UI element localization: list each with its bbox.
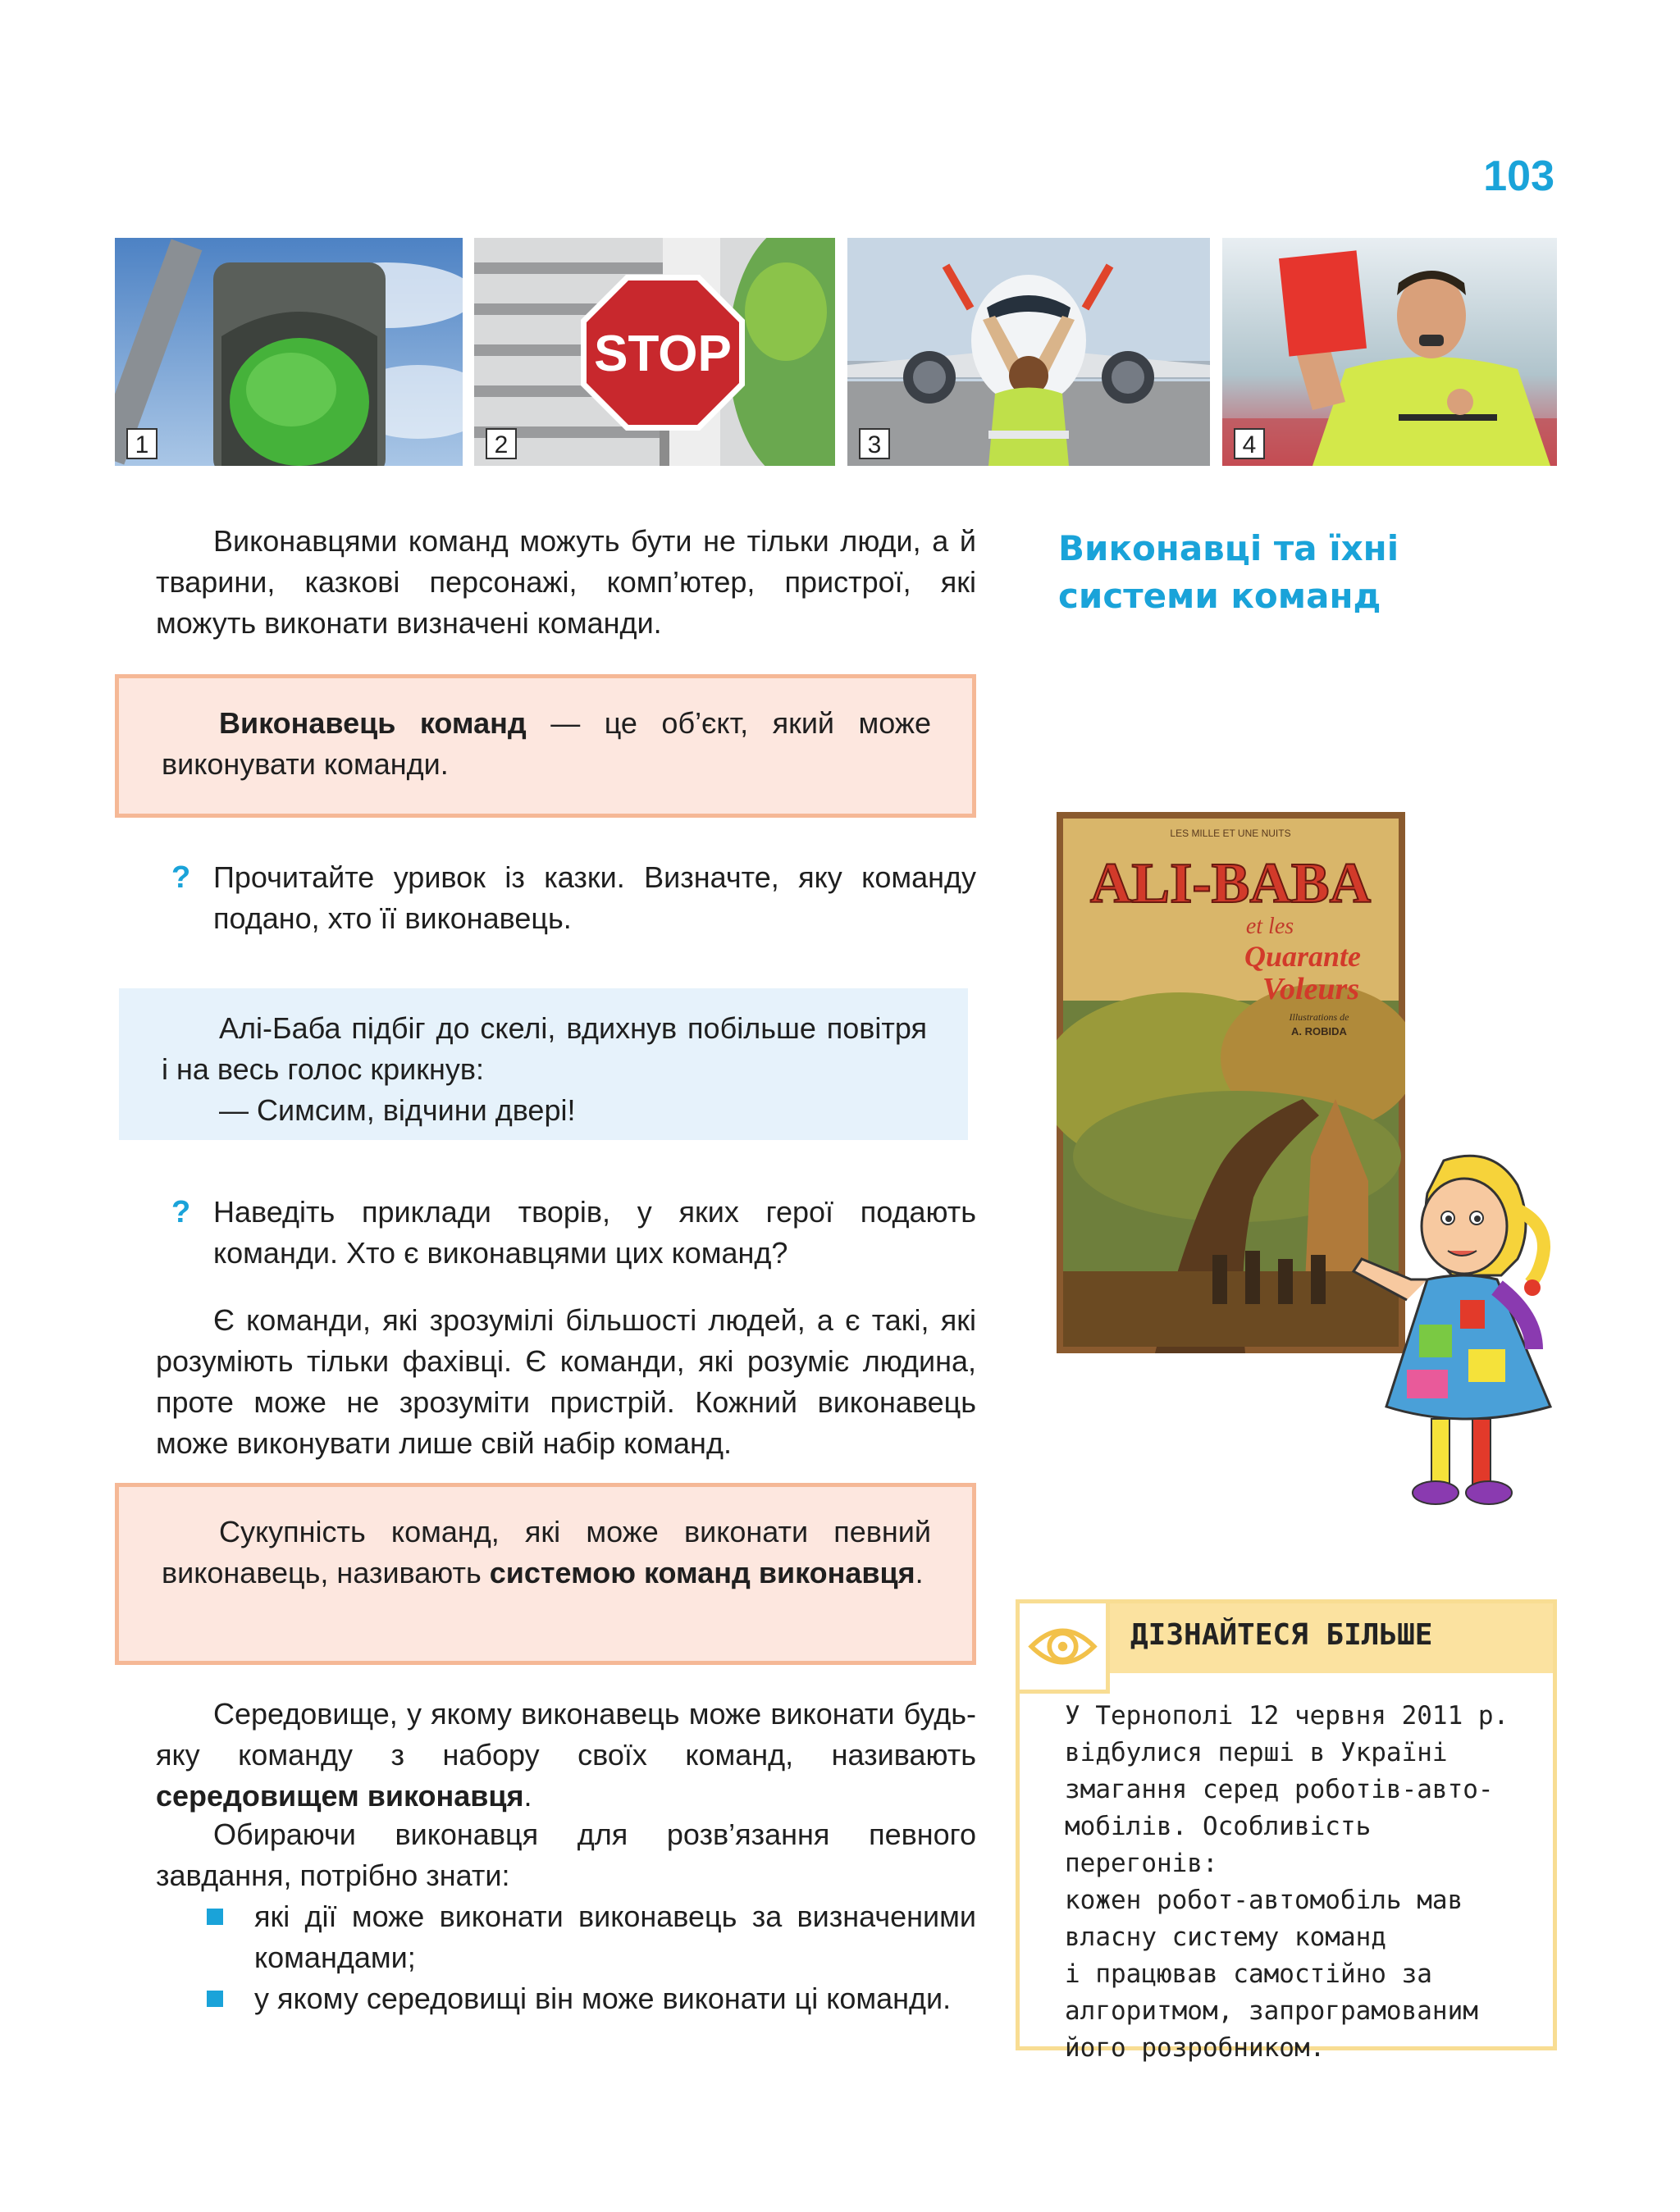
question-2-text: Наведіть приклади творів, у яких герої подають команди. Хто є виконавцями цих команд? — [213, 1195, 976, 1270]
photo-stop-sign — [474, 238, 835, 466]
book-cover-credit-2: A. ROBIDA — [1291, 1025, 1347, 1038]
airplane-marshaller-icon — [847, 238, 1210, 466]
photo-referee — [1222, 238, 1557, 466]
side-heading-line-2: системи команд — [1058, 576, 1381, 616]
stop-sign-icon — [474, 238, 835, 466]
quote-line-1: Алі-Баба підбіг до скелі, вдихнув побільше повітря і на весь голос крикнув: — [162, 1011, 927, 1086]
book-cover-voleurs: Voleurs — [1262, 972, 1360, 1006]
quote-line-2: — Симсим, відчини двері! — [219, 1093, 576, 1127]
traffic-light-icon — [115, 238, 463, 466]
girl-icon — [1329, 1136, 1563, 1513]
page-number: 103 — [1483, 153, 1554, 200]
paragraph-choose: Обираючи виконавця для розв’язання певного завдання, потрібно знати: — [156, 1817, 976, 1892]
question-1 — [168, 857, 976, 939]
list-item: які дії може виконати виконавець за визначеними командами; — [197, 1896, 976, 1978]
photo-number-4: 4 — [1234, 428, 1265, 459]
definition-box-executor — [115, 674, 976, 818]
book-cover-credit-1: Illustrations de — [1289, 1011, 1349, 1023]
photo-airplane-marshaller — [847, 238, 1210, 466]
definition-box-command-system — [115, 1483, 976, 1665]
bullet-list — [197, 1896, 976, 2019]
photo-number-1: 1 — [126, 428, 158, 459]
stop-sign-text: STOP — [594, 326, 732, 382]
intro-paragraph: Виконавцями команд можуть бути не тільки люди, а й тварини, казкові персонажі, комп’ютер, пристрої, які можуть виконати визначені команди. — [156, 524, 976, 640]
paragraph-environment: Середовище, у якому виконавець може виконати будь-яку команду з набору своїх команд, називають середовищем виконавця. — [156, 1697, 976, 1813]
square-bullet-icon — [207, 1909, 223, 1925]
girl-illustration — [1329, 1136, 1563, 1513]
info-box-title: ДІЗНАЙТЕСЯ БІЛЬШЕ — [1130, 1618, 1433, 1652]
definition-2-text: Сукупність команд, які може виконати певний виконавець, називають системою команд виконавця. — [162, 1515, 931, 1589]
question-2 — [168, 1192, 976, 1274]
info-box-learn-more — [1016, 1599, 1557, 2063]
question-mark-icon: ? — [171, 1195, 191, 1229]
book-cover-top-text: LES MILLE ET UNE NUITS — [1170, 828, 1291, 839]
question-1-text: Прочитайте уривок із казки. Визначте, яку команду подано, хто її виконавець. — [213, 860, 976, 935]
question-mark-icon: ? — [171, 860, 191, 895]
environment-term: середовищем виконавця — [156, 1779, 524, 1813]
definition-text: Виконавець команд — це об’єкт, який може виконувати команди. — [162, 706, 932, 781]
definition-2-term: системою команд виконавця — [489, 1556, 915, 1589]
book-cover-quarante: Quarante — [1244, 940, 1362, 973]
list-item: у якому середовищі він може виконати ці команди. — [197, 1978, 976, 2019]
info-box-text: У Тернополі 12 червня 2011 р. відбулися перші в Україні змагання серед роботів-авто- мобілів. Особливість перегонів: кожен робот-автомобіль мав власну систему команд і працював самостійно за алгоритмом, запрограмованим його розробником. — [1065, 1701, 1509, 2063]
photo-number-2: 2 — [486, 428, 517, 459]
photo-number-3: 3 — [859, 428, 890, 459]
book-cover-et-les: et les — [1245, 914, 1294, 939]
book-cover-title: ALI-BABA — [1089, 852, 1372, 915]
side-heading-line-1: Виконавці та їхні — [1058, 528, 1399, 568]
square-bullet-icon — [207, 1991, 223, 2007]
paragraph-commands: Є команди, які зрозумілі більшості людей, а є такі, які розуміють тільки фахівці. Є команди, які розуміє людина, проте може не зрозуміти пристрій. Кожний виконавець може виконувати лише свій набір команд. — [156, 1303, 976, 1460]
eye-icon — [1020, 1603, 1110, 1694]
side-heading — [1058, 525, 1468, 620]
definition-term: Виконавець команд — [219, 706, 527, 740]
referee-red-card-icon — [1222, 238, 1557, 466]
photo-traffic-light — [115, 238, 463, 466]
quote-box-ali-baba — [119, 988, 968, 1140]
